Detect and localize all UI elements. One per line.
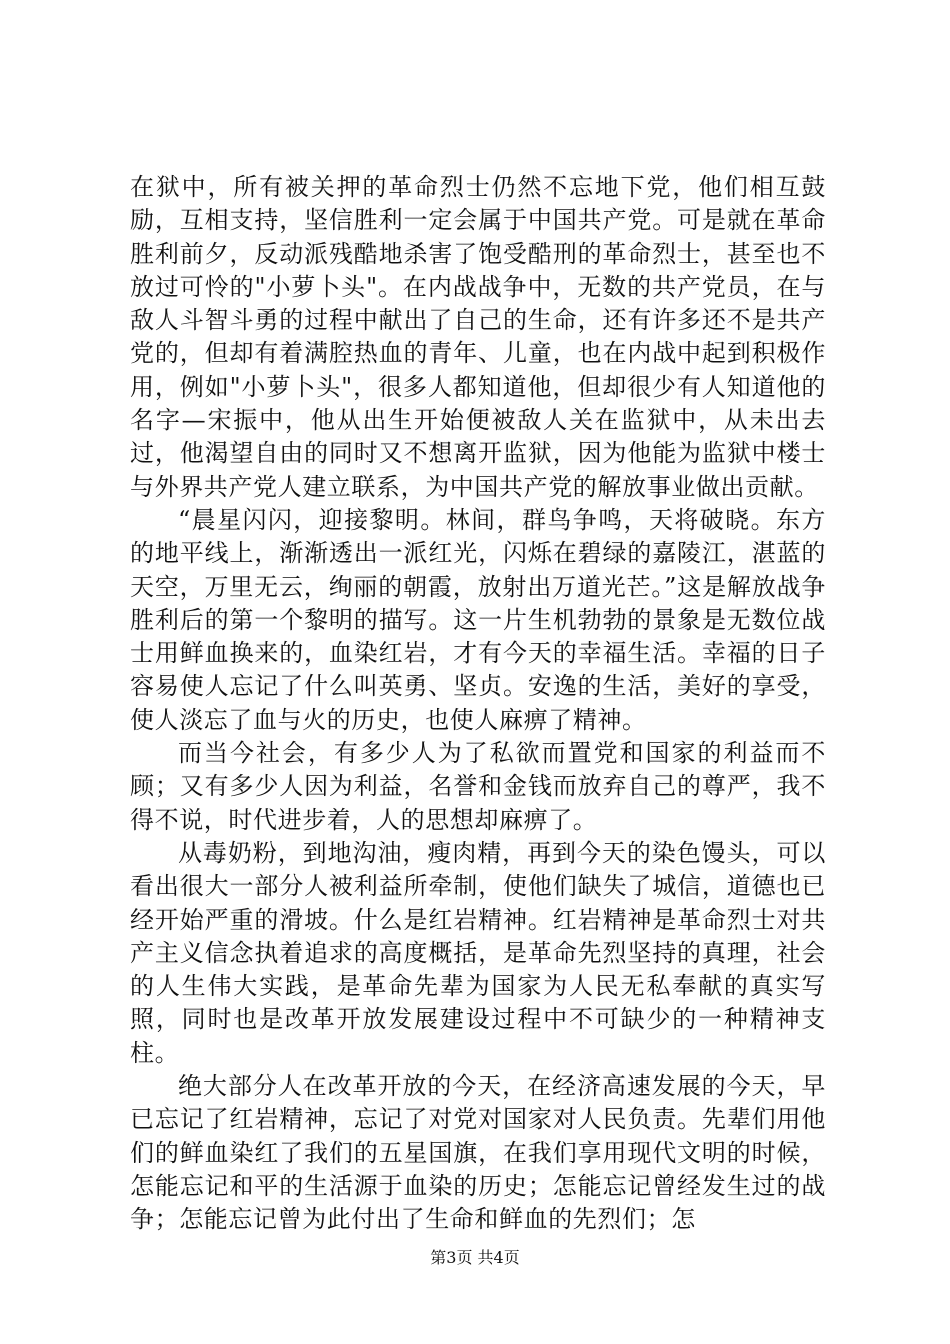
paragraph-2: “晨星闪闪，迎接黎明。林间，群鸟争鸣，天将破晓。东方的地平线上，渐渐透出一派红光，闪烁在碧绿的嘉陵江，湛蓝的天空，万里无云，绚丽的朝霞，放射出万道光芒。”这是解放战争胜利后的第一个黎明的描写。这一片生机勃勃的景象是无数位战士用鲜血换来的，血染红岩，才有今天的幸福生活。幸福的日子容易使人忘记了什么叫英勇、坚贞。安逸的生活，美好的享受，使人淡忘了血与火的历史，也使人麻痹了精神。 <box>130 505 826 734</box>
page-number-footer: 第3页 共4页 <box>430 1248 520 1267</box>
paragraph-1: 在狱中，所有被关押的革命烈士仍然不忘地下党，他们相互鼓励，互相支持，坚信胜利一定会属于中国共产党。可是就在革命胜利前夕，反动派残酷地杀害了饱受酷刑的革命烈士，甚至也不放过可怜的"小萝卜头"。在内战战争中，无数的共产党员，在与敌人斗智斗勇的过程中献出了自己的生命，还有许多还不是共产党的，但却有着满腔热血的青年、儿童，也在内战中起到积极作用，例如"小萝卜头"，很多人都知道他，但却很少有人知道他的名字—宋振中，他从出生开始便被敌人关在监狱中，从未出去过，他渴望自由的同时又不想离开监狱，因为他能为监狱中楼士与外界共产党人建立联系，为中国共产党的解放事业做出贡献。 <box>130 173 826 501</box>
document-body <box>130 171 826 1237</box>
paragraph-3: 而当今社会，有多少人为了私欲而置党和国家的利益而不顾；又有多少人因为利益，名誉和金钱而放弃自己的尊严，我不得不说，时代进步着，人的思想却麻痹了。 <box>130 739 826 834</box>
paragraph-5: 绝大部分人在改革开放的今天，在经济高速发展的今天，早已忘记了红岩精神，忘记了对党对国家对人民负责。先辈们用他们的鲜血染红了我们的五星国旗，在我们享用现代文明的时候，怎能忘记和平的生活源于血染的历史；怎能忘记曾经发生过的战争；怎能忘记曾为此付出了生命和鲜血的先烈们；怎 <box>130 1072 826 1234</box>
paragraph-4: 从毒奶粉，到地沟油，瘦肉精，再到今天的染色馒头，可以看出很大一部分人被利益所牵制，使他们缺失了城信，道德也已经开始严重的滑坡。什么是红岩精神。红岩精神是革命烈士对共产主义信念执着追求的高度概括，是革命先烈坚持的真理，社会的人生伟大实践，是革命先辈为国家为人民无私奉献的真实写照，同时也是改革开放发展建设过程中不可缺少的一种精神支柱。 <box>130 838 826 1067</box>
